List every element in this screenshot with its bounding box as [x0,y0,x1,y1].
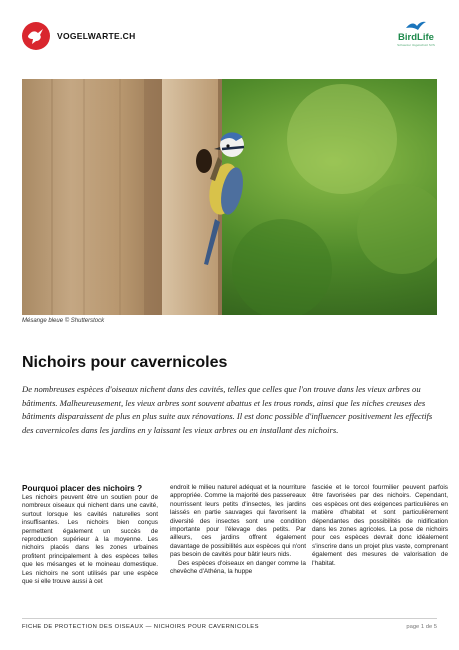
column-3-text: fasciée et le torcol fourmilier peuvent parfois être favorisées par des nichoirs. Cependant, ces espèces ont des exigences particulières en matière d'habitat et sont particulièrement dépendantes des possibilités de nidification dans les zones agricoles. La pose de nichoirs pour ces espèces devrait donc idéalement s'inscrire dans un projet plus vaste, comprenant également des mesures de valorisation de l'habitat. [312,484,448,567]
article-title: Nichoirs pour cavernicoles [22,354,228,371]
article-body [22,484,448,594]
page-number: page 1 de 5 [406,624,437,630]
birdlife-logo [390,20,442,54]
bird-logo-icon [26,27,46,45]
page-header [22,20,442,56]
section-heading: Pourquoi placer des nichoirs ? [22,484,143,493]
footer-divider [22,618,437,619]
vogelwarte-logo [22,22,50,50]
footer-title: FICHE DE PROTECTION DES OISEAUX — NICHOIRS POUR CAVERNICOLES [22,624,259,630]
photo-caption: Mésange bleue © Shutterstock [22,318,105,324]
birdlife-name: BirdLife [398,32,434,43]
column-1 [22,484,158,586]
column-3 [312,484,448,568]
column-2-paragraph-2: Des espèces d'oiseaux en danger comme la chevêche d'Athéna, la huppe [170,559,306,576]
column-2 [170,484,306,576]
birdlife-bird-icon [405,20,427,32]
column-1-text: Les nichoirs peuvent être un soutien pour de nombreux oiseaux qui nichent dans une cavité, surtout lorsque les cavités naturelles sont insuffisantes. Les nichoirs bien conçus permettent également un succès de reproduction supérieur à la moyenne. Les nichoirs placés dans les zones urbaines profitent principalement à des espèces telles que les mésanges et le moineau domestique. Les nichoirs ne sont utilisés par une espèce que si elle trouve aussi à cet [22,494,158,586]
article-lead: De nombreuses espèces d'oiseaux nichent dans des cavités, telles que celles que l'on trouve dans les vieux arbres ou bâtiments. Malheureusement, les vieux arbres sont souvent abattus et les trous ronds, ainsi que les niches creuses des bâtiments disparaissent de plus en plus suite aux rénovations. Il est donc possible d'influencer positivement les effectifs des cavernicoles dans les jardins en y laissant les vieux arbres ou en installant des nichoirs. [22,384,433,435]
column-2-paragraph-1: endroit le milieu naturel adéquat et la nourriture appropriée. Comme la majorité des passereaux nourrissent leurs petits d'insectes, les jardins laissés en partie sauvages qui favorisent la diversité des insectes sont une condition importante pour l'élevage des petits. Par ailleurs, ces jardins offrent également davantage de possibilités aux espèces qui n'ont pas besoin de cavités pour bâtir leurs nids. [170,484,306,559]
brand-name: VOGELWARTE.CH [57,31,136,41]
birdlife-subtitle: Schweizer Vogelschutz SVS [397,43,435,47]
blue-tit-photo [22,79,437,315]
